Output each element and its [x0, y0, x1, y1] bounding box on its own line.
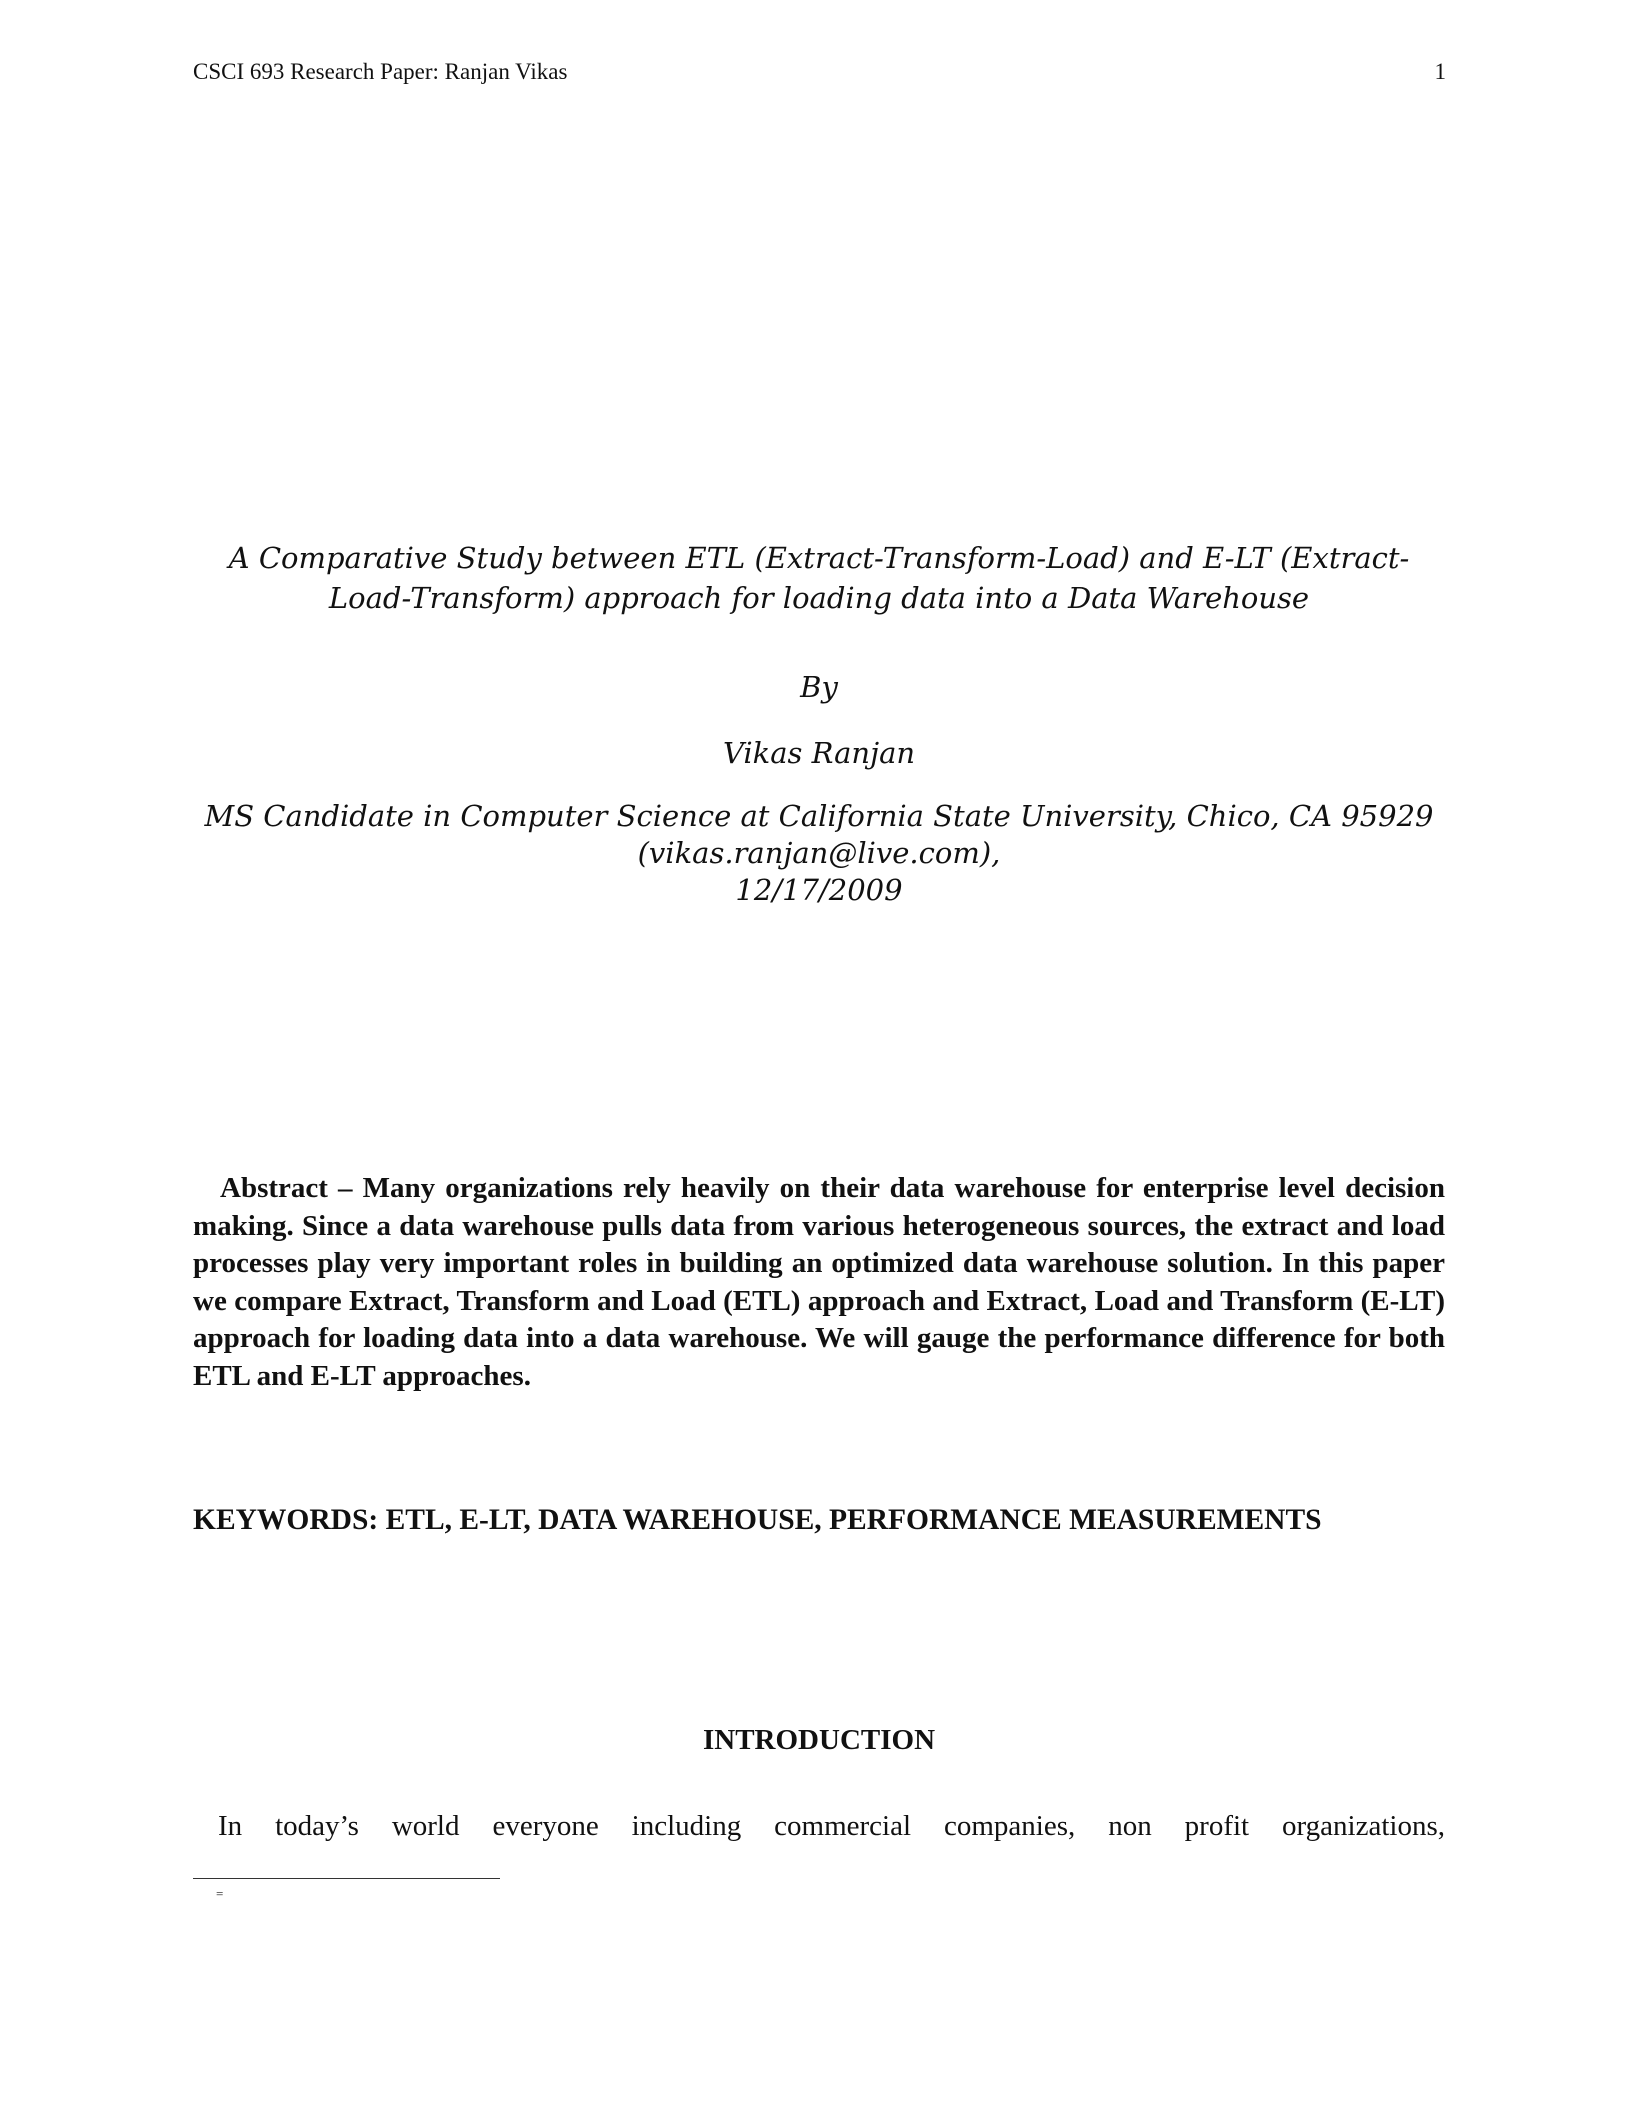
footnote-mark: =: [216, 1886, 224, 1901]
keywords: KEYWORDS: ETL, E-LT, DATA WAREHOUSE, PERFORMANCE MEASUREMENTS: [193, 1504, 1322, 1536]
affiliation-line: MS Candidate in Computer Science at California State University, Chico, CA 95929: [204, 799, 1434, 833]
running-header: CSCI 693 Research Paper: Ranjan Vikas: [193, 59, 568, 84]
paper-title-line: Load-Transform) approach for loading data into a Data Warehouse: [328, 581, 1310, 615]
author-email: (vikas.ranjan@live.com),: [637, 836, 1001, 870]
paper-title: [193, 538, 1445, 618]
introduction-paragraph: In today’s world everyone including commercial companies, non profit organizations,: [218, 1810, 1445, 1842]
author-affiliation: [193, 798, 1445, 909]
paper-date: 12/17/2009: [735, 873, 903, 907]
page-number: 1: [1434, 59, 1446, 84]
byline: By: [800, 670, 838, 704]
section-heading-introduction: INTRODUCTION: [702, 1724, 936, 1756]
author-name: Vikas Ranjan: [722, 736, 916, 770]
paper-title-line: A Comparative Study between ETL (Extract-Transform-Load) and E-LT (Extract-: [228, 541, 1410, 575]
abstract: Abstract – Many organizations rely heavily on their data warehouse for enterprise level decision making. Since a data warehouse pulls data from various heterogeneous sources, the extract and load processes play very important roles in building an optimized data warehouse solution. In this paper we compare Extract, Transform and Load (ETL) approach and Extract, Load and Transform (E-LT) approach for loading data into a data warehouse. We will gauge the performance difference for both ETL and E-LT approaches.: [193, 1172, 1445, 1392]
footnote-divider: [193, 1878, 500, 1879]
